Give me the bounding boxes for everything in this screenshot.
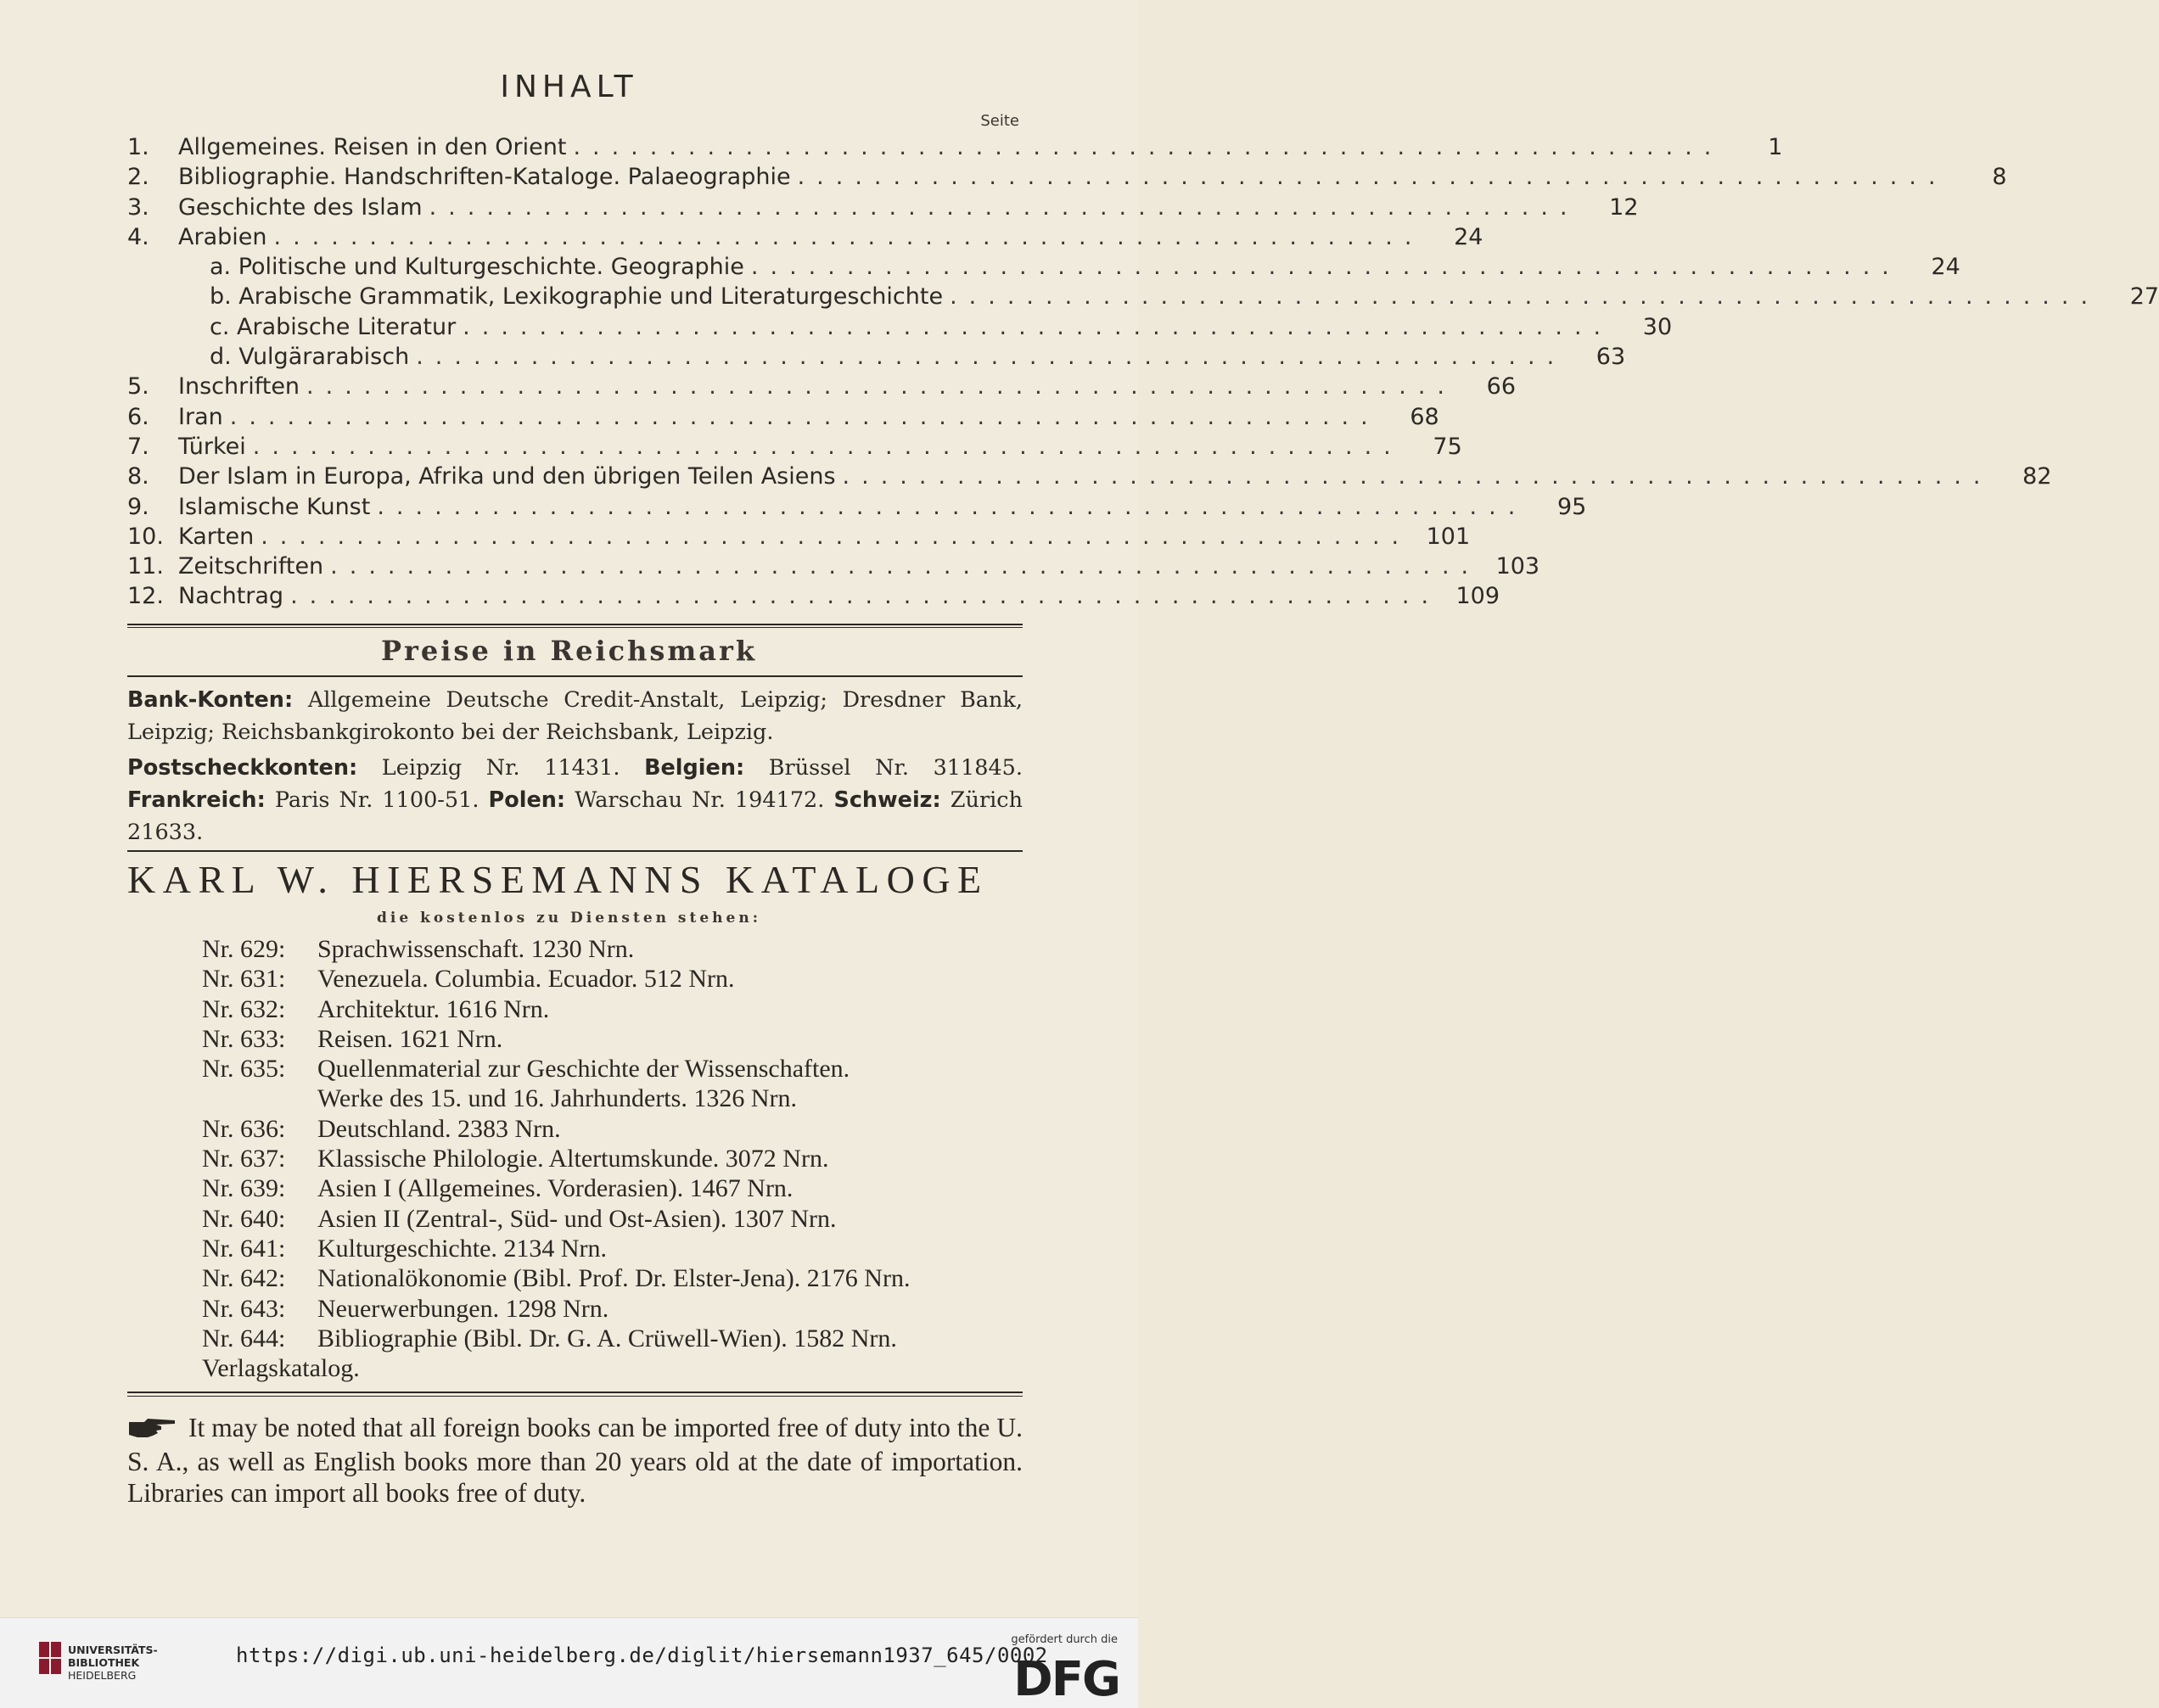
catalog-item — [202, 1025, 1034, 1055]
catalog-number: Nr. 633: — [202, 1024, 286, 1053]
dfg-logo: DFG — [1013, 1652, 1119, 1707]
toc-entry — [127, 583, 1500, 613]
catalog-number: Nr. 641: — [202, 1234, 286, 1263]
toc-entry-label: Zeitschriften — [178, 553, 324, 580]
toc-entry-number: 12. — [127, 583, 164, 610]
library-name — [68, 1644, 158, 1682]
toc-entry-number: 10. — [127, 523, 164, 550]
divider — [127, 624, 1023, 625]
catalog-item — [202, 995, 1034, 1025]
post-label: Postscheckkonten: — [127, 755, 358, 781]
toc-entry-number: 4. — [127, 223, 149, 250]
toc-entry-page: 12 — [1609, 193, 1639, 221]
catalog-number: Nr. 642: — [202, 1264, 286, 1293]
schweiz-text: Zürich 21633. — [127, 787, 1023, 845]
toc-entry-label: Nachtrag — [178, 583, 284, 610]
divider — [127, 675, 1023, 677]
toc-leader-dots: ............................................................ — [573, 134, 1724, 160]
toc-entry-label: Karten — [178, 523, 255, 550]
toc-leader-dots: ............................................................ — [261, 523, 1411, 550]
catalog-description: Reisen. 1621 Nrn. — [317, 1024, 503, 1053]
toc-entry-number: 8. — [127, 463, 149, 490]
belgien-label: Belgien: — [644, 755, 745, 781]
toc-entry-page: 8 — [1992, 164, 2007, 191]
pointing-hand-icon — [127, 1414, 177, 1446]
toc-entry-number: 1. — [127, 134, 149, 160]
toc-entry-page: 30 — [1642, 313, 1673, 340]
toc-entry — [127, 493, 1587, 524]
catalog-description: Klassische Philologie. Altertumskunde. 3072 Nrn. — [317, 1145, 829, 1173]
toc-leader-dots: ............................................................ — [950, 283, 2100, 311]
catalogs-subheading: die kostenlos zu Diensten stehen: — [377, 910, 761, 927]
toc-entry-label: Iran — [178, 403, 223, 430]
toc-entry-number: 11. — [127, 553, 164, 580]
catalog-number: Nr. 632: — [202, 994, 286, 1023]
toc-entry — [127, 313, 1673, 344]
catalog-number: Nr. 644: — [202, 1324, 286, 1352]
divider — [127, 627, 1023, 628]
toc-entry-label: Inschriften — [178, 373, 300, 400]
catalog-description: Sprachwissenschaft. 1230 Nrn. — [317, 935, 635, 963]
toc-entry — [127, 223, 1483, 254]
toc-entry-label: Allgemeines. Reisen in den Orient — [178, 134, 567, 160]
library-line-3: HEIDELBERG — [68, 1669, 137, 1682]
toc-entry-number: 3. — [127, 193, 149, 221]
catalog-item — [202, 1145, 1034, 1174]
catalog-number: Nr. 640: — [202, 1204, 286, 1233]
toc-entry-label: Türkei — [178, 433, 246, 460]
catalog-number: Nr. 639: — [202, 1174, 286, 1203]
catalog-number: Nr. 636: — [202, 1114, 286, 1143]
catalog-last-line: Verlagskatalog. — [202, 1354, 360, 1383]
toc-leader-dots: ............................................................ — [463, 313, 1613, 340]
toc-entry-page: 109 — [1455, 583, 1500, 610]
catalog-item — [202, 1115, 1034, 1145]
catalog-description: Asien I (Allgemeines. Vorderasien). 1467 Nrn. — [317, 1174, 794, 1203]
toc-entry-page: 95 — [1556, 493, 1587, 520]
toc-entry — [127, 523, 1471, 553]
catalog-number: Nr. 629: — [202, 935, 286, 963]
toc-entry-page: 68 — [1410, 403, 1439, 430]
toc-entry-number: 6. — [127, 403, 149, 430]
divider — [127, 850, 1023, 852]
toc-leader-dots: ............................................................ — [229, 403, 1380, 430]
toc-entry-number: 9. — [127, 493, 149, 520]
catalog-item — [202, 1295, 1034, 1324]
catalog-item — [202, 1055, 1034, 1084]
catalog-item — [202, 935, 1034, 965]
toc-entry-page: 27 — [2129, 283, 2159, 311]
polen-text: Warschau Nr. 194172. — [575, 787, 825, 813]
toc-entry — [127, 283, 2159, 313]
toc-entry-label: Islamische Kunst — [178, 493, 371, 520]
toc-entry-number: 7. — [127, 433, 149, 460]
toc-leader-dots: ............................................................ — [252, 433, 1403, 460]
toc-entry — [127, 134, 1783, 164]
catalog-description: Nationalökonomie (Bibl. Prof. Dr. Elster-Jena). 2176 Nrn. — [317, 1264, 911, 1293]
toc-entry — [127, 164, 2007, 193]
import-notice — [127, 1412, 1023, 1509]
belgien-text: Brüssel Nr. 311845. — [768, 755, 1023, 781]
toc-entry — [127, 433, 1462, 463]
permalink-url[interactable]: https://digi.ub.uni-heidelberg.de/diglit/hiersemann1937_645/0002 — [236, 1644, 1048, 1667]
post-text: Leipzig Nr. 11431. — [381, 755, 620, 781]
toc-entry-page: 82 — [2022, 463, 2052, 490]
toc-entry-label: Bibliographie. Handschriften-Kataloge. Palaeographie — [178, 164, 791, 191]
toc-entry-label: c. Arabische Literatur — [210, 313, 457, 340]
bank-label: Bank-Konten: — [127, 687, 294, 713]
postal-accounts-paragraph — [127, 752, 1023, 848]
university-library-logo-icon — [39, 1642, 63, 1679]
toc-entry — [127, 463, 2052, 493]
toc-entry-page: 101 — [1426, 523, 1471, 550]
bank-accounts-paragraph — [127, 684, 1023, 748]
library-line-1: UNIVERSITÄTS- — [68, 1644, 158, 1656]
toc-page-header: Seite — [980, 112, 1019, 130]
catalog-description: Werke des 15. und 16. Jahrhunderts. 1326 Nrn. — [317, 1084, 797, 1113]
toc-leader-dots: ............................................................ — [750, 254, 1901, 281]
catalog-description: Venezuela. Columbia. Ecuador. 512 Nrn. — [317, 965, 735, 994]
catalog-item — [202, 1324, 1034, 1354]
toc-entry-number: 2. — [127, 164, 149, 191]
bank-text: Allgemeine Deutsche Credit-Anstalt, Leipzig; Dresdner Bank, Leipzig; Reichsbankgirokonto bei der Reichsbank, Leipzig. — [127, 687, 1023, 745]
toc-leader-dots: ............................................................ — [797, 164, 1948, 191]
toc-leader-dots: ............................................................ — [290, 583, 1441, 610]
toc-title: INHALT — [500, 70, 638, 104]
toc-entry-label: Geschichte des Islam — [178, 193, 423, 221]
toc-entry-page: 24 — [1931, 254, 1960, 281]
toc-entry — [127, 403, 1439, 434]
toc-entry-label: d. Vulgärarabisch — [210, 344, 410, 371]
divider — [127, 1392, 1023, 1393]
toc-leader-dots: ............................................................ — [416, 344, 1567, 371]
catalogs-heading: KARL W. HIERSEMANNS KATALOGE — [127, 858, 989, 901]
schweiz-label: Schweiz: — [833, 787, 941, 813]
catalog-description: Architektur. 1616 Nrn. — [317, 994, 550, 1023]
catalog-item — [202, 1235, 1034, 1264]
funding-note: gefördert durch die — [1011, 1633, 1118, 1646]
catalog-item — [202, 1174, 1034, 1204]
toc-entry-label: b. Arabische Grammatik, Lexikographie und Literaturgeschichte — [210, 283, 944, 311]
toc-entry-number: 5. — [127, 373, 149, 400]
toc-entry-page: 24 — [1454, 223, 1483, 250]
catalog-description: Asien II (Zentral-, Süd- und Ost-Asien). 1307 Nrn. — [317, 1204, 837, 1233]
toc-entry-label: a. Politische und Kulturgeschichte. Geographie — [210, 254, 744, 281]
catalog-item — [202, 1264, 1034, 1294]
table-of-contents — [127, 134, 2159, 613]
toc-leader-dots: ............................................................ — [306, 373, 1456, 400]
divider — [127, 1396, 1023, 1397]
toc-leader-dots: ............................................................ — [429, 193, 1579, 221]
toc-leader-dots: ............................................................ — [842, 463, 1993, 490]
catalog-item — [202, 965, 1034, 994]
catalog-item — [202, 1084, 1034, 1114]
toc-entry — [127, 553, 1540, 583]
catalog-number: Nr. 643: — [202, 1294, 286, 1323]
toc-entry-page: 63 — [1595, 344, 1626, 371]
toc-leader-dots: ............................................................ — [377, 493, 1528, 520]
toc-entry-page: 103 — [1495, 553, 1540, 580]
viewer-footer — [0, 1617, 1138, 1708]
toc-entry — [127, 344, 1626, 373]
prices-heading: Preise in Reichsmark — [380, 635, 757, 667]
catalog-description: Bibliographie (Bibl. Dr. G. A. Crüwell-Wien). 1582 Nrn. — [317, 1324, 897, 1352]
catalog-description: Deutschland. 2383 Nrn. — [317, 1114, 561, 1143]
catalog-number: Nr. 631: — [202, 965, 286, 994]
notice-text: It may be noted that all foreign books can be imported free of duty into the U. S. A., as well as English books more than 20 years old at the date of importation. Libraries can import all books free of duty. — [127, 1413, 1023, 1509]
toc-leader-dots: ............................................................ — [273, 223, 1424, 250]
polen-label: Polen: — [488, 787, 566, 813]
frankreich-label: Frankreich: — [127, 787, 266, 813]
frankreich-text: Paris Nr. 1100-51. — [274, 787, 479, 813]
catalog-list — [202, 935, 1034, 1384]
toc-entry-page: 66 — [1486, 373, 1516, 400]
toc-entry-page: 75 — [1433, 433, 1462, 460]
toc-entry — [127, 373, 1516, 403]
catalog-description: Quellenmaterial zur Geschichte der Wissenschaften. — [317, 1055, 850, 1084]
library-line-2: BIBLIOTHEK — [68, 1656, 140, 1669]
catalog-item — [202, 1205, 1034, 1235]
toc-entry — [127, 254, 1960, 283]
toc-leader-dots: ............................................................ — [330, 553, 1481, 580]
catalog-number: Nr. 637: — [202, 1145, 286, 1173]
toc-entry-label: Arabien — [178, 223, 267, 250]
catalog-description: Kulturgeschichte. 2134 Nrn. — [317, 1234, 608, 1263]
toc-entry — [127, 193, 1639, 224]
catalog-description: Neuerwerbungen. 1298 Nrn. — [317, 1294, 609, 1323]
toc-entry-label: Der Islam in Europa, Afrika und den übrigen Teilen Asiens — [178, 463, 836, 490]
toc-entry-page: 1 — [1768, 134, 1783, 160]
catalog-number: Nr. 635: — [202, 1055, 286, 1084]
